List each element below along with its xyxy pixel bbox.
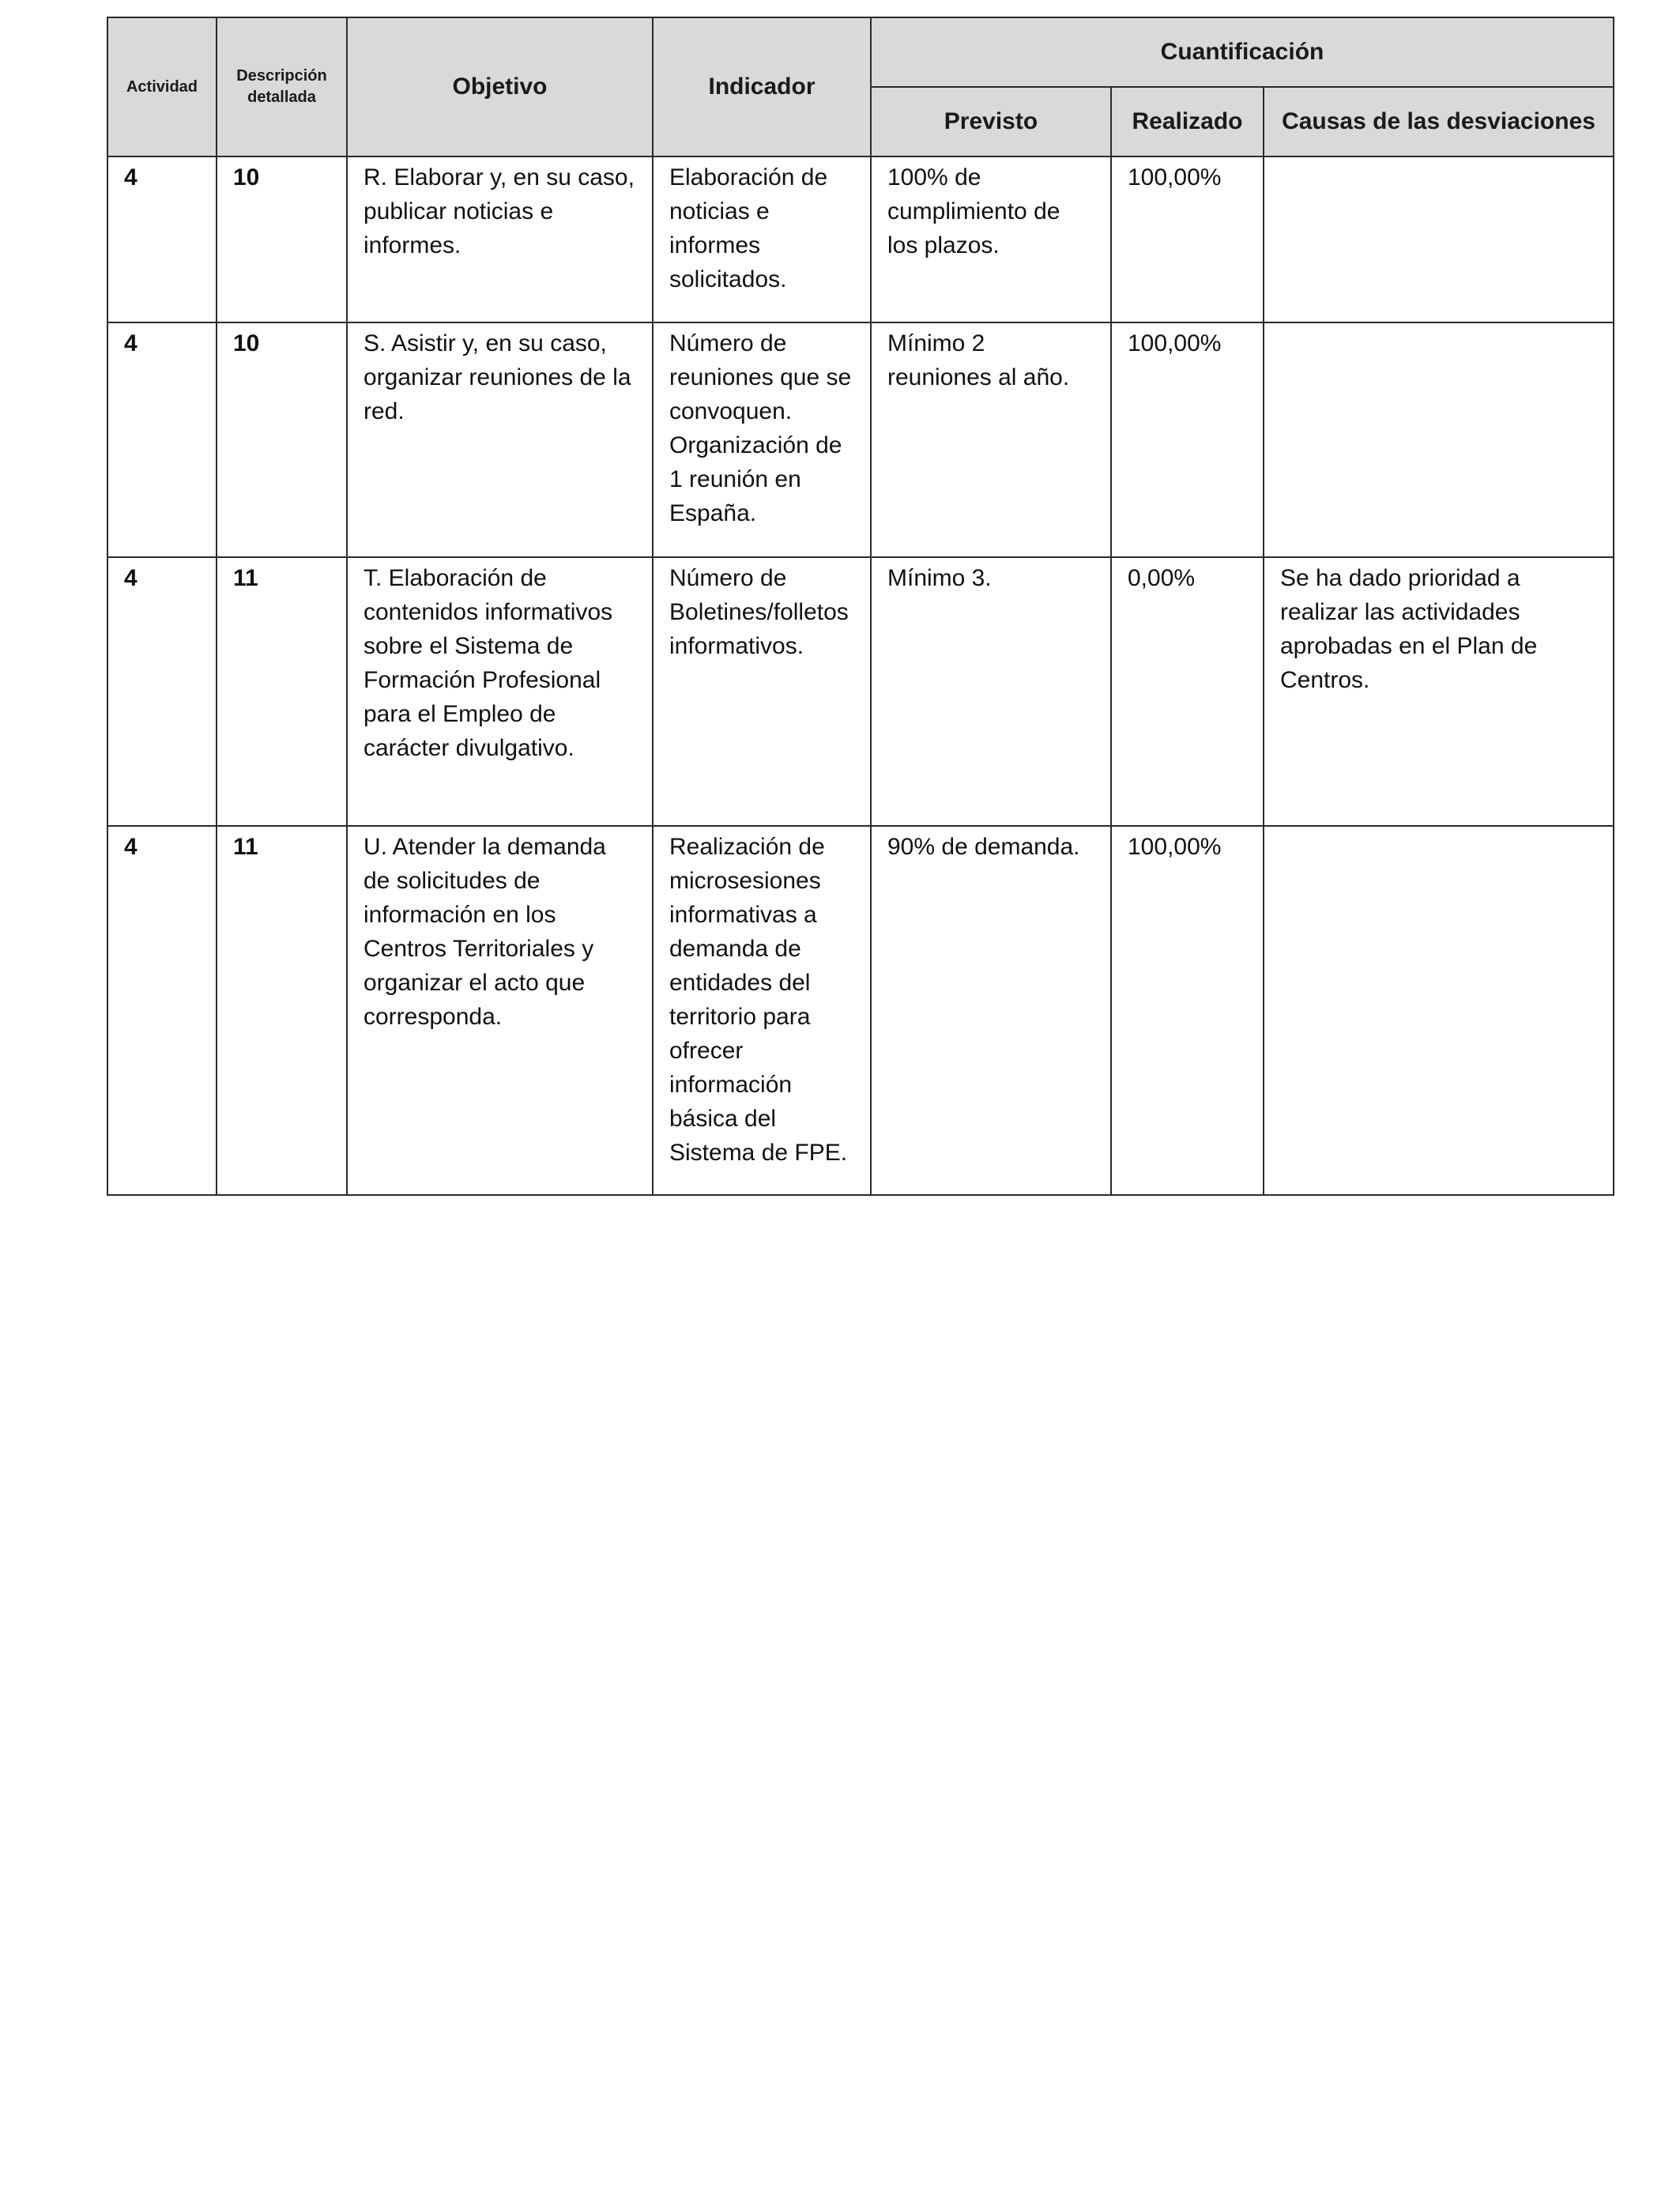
cell-indicador: Realización de microsesiones informativas a demanda de entidades del territorio para ofrecer información básica del Sistema de FPE.: [653, 826, 871, 1195]
header-descripcion: [217, 17, 347, 156]
cell-causas: Se ha dado prioridad a realizar las actividades aprobadas en el Plan de Centros.: [1264, 557, 1614, 826]
table-row: [107, 557, 1614, 826]
cell-previsto: 90% de demanda.: [871, 826, 1111, 1195]
header-causas: Causas de las desviaciones: [1264, 87, 1614, 156]
cell-actividad: 4: [107, 557, 217, 826]
cell-indicador: Elaboración de noticias e informes solicitados.: [653, 156, 871, 322]
cell-actividad: 4: [107, 156, 217, 322]
header-actividad: Actividad: [107, 17, 217, 156]
cell-indicador: Número de Boletines/folletos informativos.: [653, 557, 871, 826]
table-header: [107, 17, 1614, 156]
cell-actividad: 4: [107, 322, 217, 557]
header-cuantificacion: Cuantificación: [871, 17, 1614, 87]
header-descripcion-line2: detallada: [247, 89, 316, 106]
cell-actividad: 4: [107, 826, 217, 1195]
cell-previsto: 100% de cumplimiento de los plazos.: [871, 156, 1111, 322]
table-row: [107, 322, 1614, 557]
cell-objetivo: S. Asistir y, en su caso, organizar reuniones de la red.: [347, 322, 653, 557]
header-descripcion-line1: Descripción: [236, 67, 327, 85]
activity-table: [107, 17, 1614, 1196]
table-row: [107, 826, 1614, 1195]
header-objetivo: Objetivo: [347, 17, 653, 156]
header-indicador: Indicador: [653, 17, 871, 156]
cell-causas: [1264, 826, 1614, 1195]
cell-objetivo: T. Elaboración de contenidos informativos sobre el Sistema de Formación Profesional para el Empleo de carácter divulgativo.: [347, 557, 653, 826]
table-body: [107, 156, 1614, 1195]
header-realizado: Realizado: [1111, 87, 1264, 156]
header-row-1: [107, 17, 1614, 87]
cell-descripcion: 11: [217, 826, 347, 1195]
cell-realizado: 100,00%: [1111, 826, 1264, 1195]
cell-realizado: 100,00%: [1111, 322, 1264, 557]
cell-previsto: Mínimo 3.: [871, 557, 1111, 826]
cell-descripcion: 10: [217, 156, 347, 322]
cell-indicador: Número de reuniones que se convoquen. Organización de 1 reunión en España.: [653, 322, 871, 557]
table-row: [107, 156, 1614, 322]
cell-previsto: Mínimo 2 reuniones al año.: [871, 322, 1111, 557]
cell-causas: [1264, 156, 1614, 322]
cell-objetivo: U. Atender la demanda de solicitudes de información en los Centros Territoriales y organizar el acto que corresponda.: [347, 826, 653, 1195]
header-previsto: Previsto: [871, 87, 1111, 156]
cell-descripcion: 11: [217, 557, 347, 826]
cell-realizado: 0,00%: [1111, 557, 1264, 826]
cell-objetivo: R. Elaborar y, en su caso, publicar noticias e informes.: [347, 156, 653, 322]
cell-causas: [1264, 322, 1614, 557]
cell-descripcion: 10: [217, 322, 347, 557]
cell-realizado: 100,00%: [1111, 156, 1264, 322]
